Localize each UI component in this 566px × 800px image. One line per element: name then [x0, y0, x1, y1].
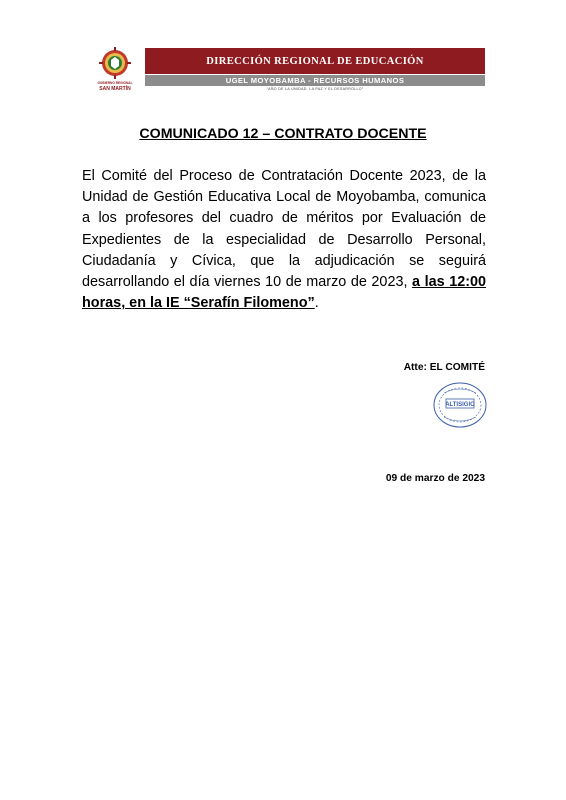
document-date: 09 de marzo de 2023	[385, 473, 485, 484]
body-emphasis: a las 12:00 horas, en la IE “Serafín Filomeno”	[82, 274, 487, 312]
direction-banner	[145, 48, 485, 74]
svg-text:GOBIERNO REGIONAL: GOBIERNO REGIONAL	[97, 81, 133, 85]
year-motto: “AÑO DE LA UNIDAD, LA PAZ Y EL DESARROLLO”	[266, 87, 364, 91]
body-end: .	[314, 295, 319, 312]
regional-government-logo	[90, 46, 140, 94]
subunit-banner	[145, 75, 485, 86]
committee-seal	[432, 381, 488, 429]
document-body	[82, 166, 486, 314]
document-title: COMUNICADO 12 – CONTRATO DOCENTE	[139, 126, 427, 142]
direction-title: DIRECCIÓN REGIONAL DE EDUCACIÓN	[206, 55, 424, 67]
body-text: El Comité del Proceso de Contratación Docente 2023, de la Unidad de Gestión Educativa Local de Moyobamba, comunica a los profesores del cuadro de méritos por Evaluación de Expedientes de la especialidad de Desarrollo Personal, Ciudadanía y Cívica, que la adjudicación se seguirá desarrollando el día viernes 10 de marzo de 2023,	[82, 168, 486, 291]
signature-line: Atte: EL COMITÉ	[403, 362, 485, 373]
svg-text:ALTISIGIO: ALTISIGIO	[445, 402, 475, 408]
svg-text:SAN MARTÍN: SAN MARTÍN	[99, 86, 131, 92]
subunit-title: UGEL MOYOBAMBA - RECURSOS HUMANOS	[225, 76, 405, 85]
